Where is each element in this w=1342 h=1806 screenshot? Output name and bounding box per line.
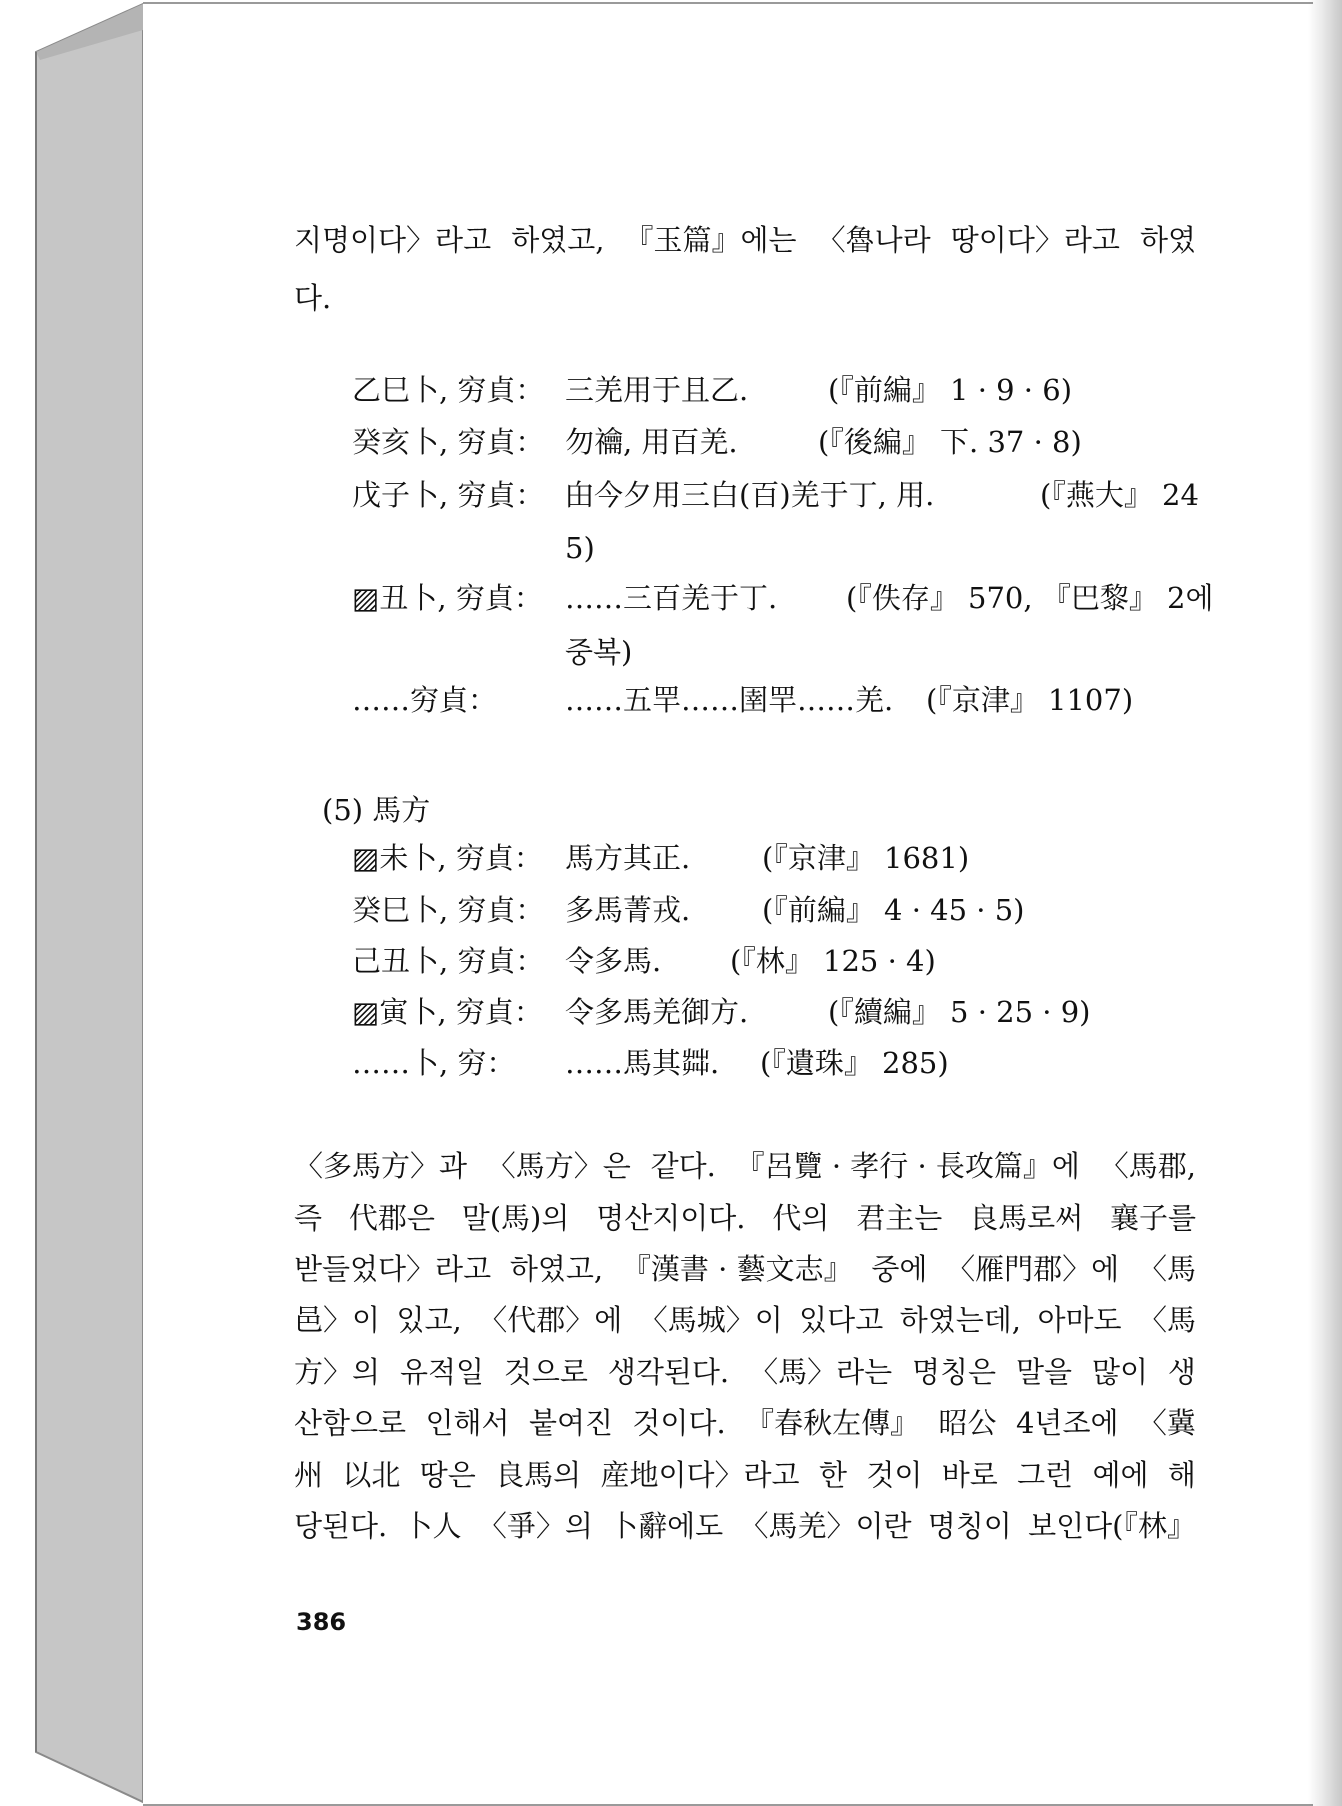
- inscription-body: ……五䍐……圉䍐……羌.: [565, 683, 894, 717]
- inscription-head: 乙巳卜, 穷貞：: [352, 373, 545, 407]
- inscription-source: (『遺珠』 285): [760, 1046, 949, 1080]
- word: 代郡은: [348, 1201, 435, 1235]
- word: 〈馬: [1137, 1252, 1196, 1286]
- word: 하였는데,: [899, 1303, 1021, 1337]
- inscription-body: 多馬菁戎.: [565, 893, 691, 927]
- word: 〈馬方〉은: [486, 1149, 631, 1183]
- word: 〈馬城〉이: [638, 1303, 783, 1337]
- inscription-continuation: 5): [565, 531, 595, 565]
- word: 〈馬: [1137, 1303, 1196, 1337]
- word: 卜辭에도: [609, 1509, 724, 1543]
- page-number: 386: [296, 1608, 347, 1636]
- word: 많이: [1091, 1355, 1148, 1389]
- word: 邑〉이: [294, 1303, 381, 1337]
- word: 땅은: [419, 1458, 476, 1492]
- word: 지명이다〉라고: [294, 223, 492, 257]
- word: 以北: [342, 1458, 401, 1492]
- inscription-head: 戊子卜, 穷貞：: [352, 478, 545, 512]
- word: 州: [294, 1458, 324, 1492]
- inscription-head: ▨丑卜, 穷貞：: [352, 581, 543, 615]
- word: 〈雁門郡〉에: [946, 1252, 1120, 1286]
- word: 예에: [1092, 1458, 1149, 1492]
- inscription-head: ▨寅卜, 穷貞：: [352, 995, 543, 1029]
- word: 붙여진: [528, 1406, 613, 1440]
- word: 있고,: [396, 1303, 462, 1337]
- inscription-body: ……三百羌于丁.: [565, 581, 778, 615]
- word: 유적일: [399, 1355, 484, 1389]
- word: 명칭은: [912, 1355, 997, 1389]
- inscription-source: (『前編』 1 · 9 · 6): [828, 373, 1073, 407]
- inscription-head: ……卜, 穷：: [352, 1046, 516, 1080]
- inscription-source: (『林』 125 · 4): [730, 944, 936, 978]
- word: 産地이다〉라고: [600, 1458, 800, 1492]
- word: 생: [1167, 1355, 1196, 1389]
- word: 것이다.: [632, 1406, 726, 1440]
- inscription-source: (『佚存』 570, 『巴黎』 2에: [846, 581, 1214, 615]
- word: 君主는: [856, 1201, 943, 1235]
- inscription-head: ……穷貞：: [352, 683, 498, 717]
- word: 하였고,: [509, 1252, 604, 1286]
- word: 아마도: [1037, 1303, 1122, 1337]
- inscription-body: 勿禴, 用百羌.: [565, 425, 738, 459]
- word: 명칭이: [927, 1509, 1012, 1543]
- word: 〈馬郡,: [1099, 1149, 1196, 1183]
- page-edge-shadow: [1308, 0, 1342, 1806]
- word: 그런: [1017, 1458, 1074, 1492]
- word: 것이: [866, 1458, 923, 1492]
- inscription-head: 癸亥卜, 穷貞：: [352, 425, 545, 459]
- word: 중에: [871, 1252, 928, 1286]
- word: 良馬의: [495, 1458, 582, 1492]
- word: 〈馬〉라는: [749, 1355, 893, 1389]
- word: 良馬로써: [969, 1201, 1084, 1235]
- word: 한: [818, 1458, 847, 1492]
- word: 당된다.: [294, 1509, 388, 1543]
- word: 말(馬)의: [461, 1201, 570, 1235]
- word: 『玉篇』에는: [624, 223, 797, 257]
- word: 〈爭〉의: [477, 1509, 593, 1543]
- paragraph-line: [294, 1506, 1196, 1546]
- paragraph-line: [294, 1198, 1196, 1238]
- inscription-body: 令多馬.: [565, 944, 662, 978]
- word: 생각된다.: [607, 1355, 730, 1389]
- inscription-head: 癸巳卜, 穷貞：: [352, 893, 545, 927]
- word: 인해서: [425, 1406, 510, 1440]
- word: 昭公: [938, 1406, 997, 1440]
- paragraph-line: [294, 1403, 1196, 1443]
- word: 〈魯나라: [816, 223, 931, 257]
- word: 있다고: [799, 1303, 884, 1337]
- word: 方〉의: [294, 1355, 381, 1389]
- word: 말을: [1016, 1355, 1073, 1389]
- inscription-body: 三羌用于且乙.: [565, 373, 749, 407]
- inscription-source: (『燕大』 24: [1040, 478, 1199, 512]
- word: 하였: [1139, 223, 1196, 257]
- inscription-body: 馬方其正.: [565, 841, 691, 875]
- paragraph-line: [294, 1249, 1196, 1289]
- inscription-source: (『京津』 1681): [762, 841, 970, 875]
- word: 〈代郡〉에: [478, 1303, 623, 1337]
- paragraph-line: [294, 220, 1196, 260]
- word: 땅이다〉라고: [950, 223, 1120, 257]
- word: 산함으로: [294, 1406, 407, 1440]
- paragraph-line: [294, 1146, 1196, 1186]
- word: 卜人: [403, 1509, 462, 1543]
- word: 바로: [941, 1458, 998, 1492]
- inscription-body: 甶今夕用三白(百)羌于丁, 用.: [565, 478, 935, 512]
- word: 받들었다〉라고: [294, 1252, 492, 1286]
- word: 다.: [294, 281, 332, 315]
- word: 〈馬羌〉이란: [739, 1509, 912, 1543]
- word: 같다.: [650, 1149, 716, 1183]
- section-heading: (5) 馬方: [322, 793, 431, 827]
- word: 『漢書 · 藝文志』: [621, 1252, 853, 1286]
- inscription-body: ……馬其茻.: [565, 1046, 720, 1080]
- word: 것으로: [503, 1355, 588, 1389]
- book-spine: [0, 0, 145, 1806]
- inscription-continuation: 중복): [565, 635, 633, 669]
- word: 〈冀: [1137, 1406, 1196, 1440]
- paragraph-line: [294, 278, 1196, 318]
- inscription-body: 令多馬羌御方.: [565, 995, 749, 1029]
- word: 보인다(『林』: [1028, 1509, 1196, 1543]
- inscription-head: 己丑卜, 穷貞：: [352, 944, 545, 978]
- word: 하였고,: [511, 223, 605, 257]
- word: 代의: [772, 1201, 830, 1235]
- paragraph-line: [294, 1455, 1196, 1495]
- word: 4년조에: [1015, 1406, 1119, 1440]
- word: 해: [1167, 1458, 1196, 1492]
- word: 襄子를: [1109, 1201, 1196, 1235]
- word: 〈多馬方〉과: [294, 1149, 468, 1183]
- inscription-source: (『續編』 5 · 25 · 9): [828, 995, 1091, 1029]
- word: 즉: [294, 1201, 323, 1235]
- word: 『春秋左傳』: [745, 1406, 920, 1440]
- inscription-source: (『京津』 1107): [926, 683, 1134, 717]
- inscription-source: (『後編』 下. 37 · 8): [818, 425, 1082, 459]
- paragraph-line: [294, 1300, 1196, 1340]
- word: 명산지이다.: [596, 1201, 746, 1235]
- paragraph-line: [294, 1352, 1196, 1392]
- word: 『呂覽 · 孝行 · 長攻篇』에: [735, 1149, 1080, 1183]
- inscription-head: ▨未卜, 穷貞：: [352, 841, 543, 875]
- inscription-source: (『前編』 4 · 45 · 5): [762, 893, 1025, 927]
